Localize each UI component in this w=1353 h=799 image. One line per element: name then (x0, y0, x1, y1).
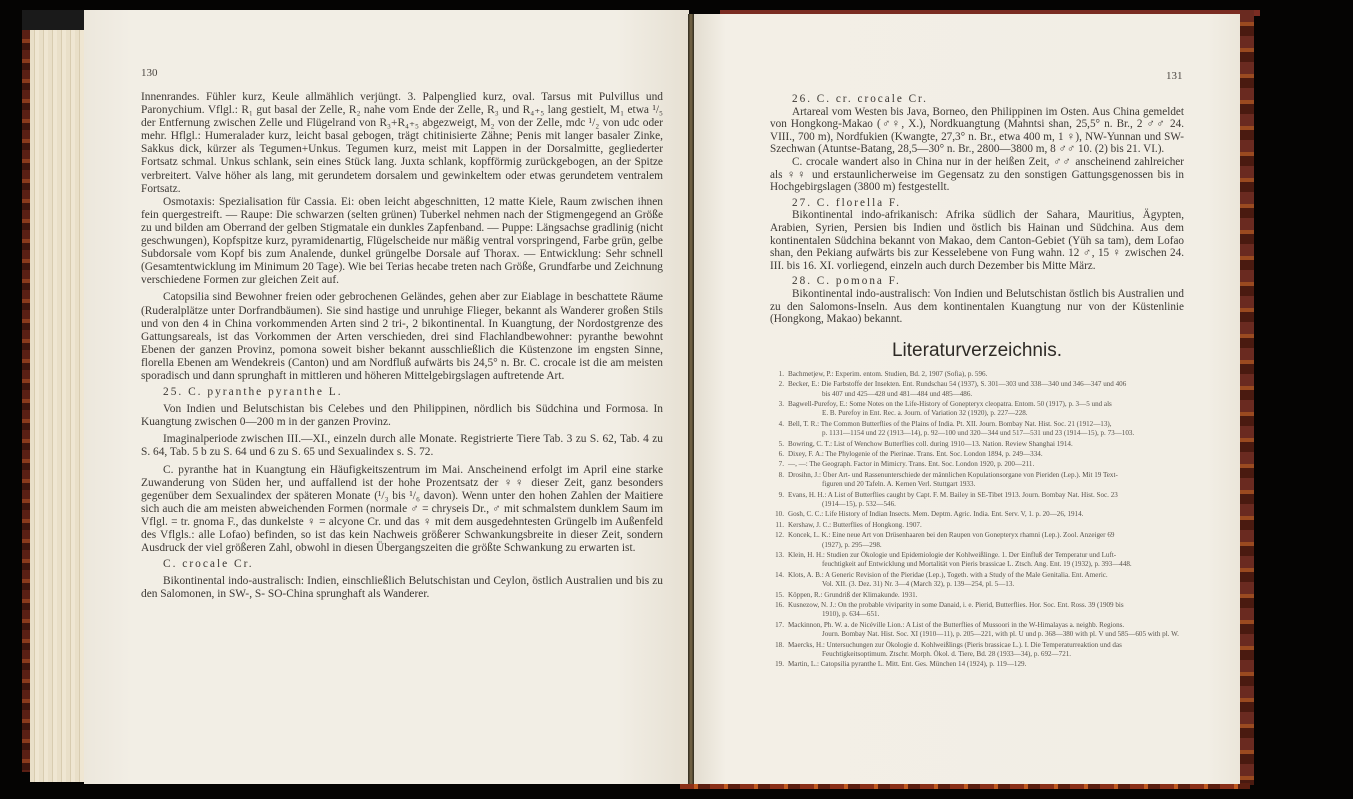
paragraph: Bikontinental indo-australisch: Von Indien und Belutschistan östlich bis Australien und zu den Salomons-Inseln. Aus dem kontinentalen Kuangtung nur von der Küstenlinie (Hongkong, Makao) bekannt. (770, 287, 1184, 326)
reference-first-line: Maercks, H.: Untersuchungen zur Ökologie d. Kohlweißlings (Pieris brassicae L.). I. Die Temperaturreaktion und das (788, 640, 1122, 649)
reference-first-line: Bell, T. R.: The Common Butterflies of the Plains of India. Pt. XII. Journ. Bombay Nat. Hist. Soc. 21 (1912—13), (788, 419, 1112, 428)
reference-number: 13. (775, 551, 784, 559)
reference-item (770, 551, 1184, 570)
reference-item (770, 591, 1184, 600)
reference-first-line: Kershaw, J. C.: Butterflies of Hongkong. 1907. (788, 520, 922, 529)
species-heading-26: 26. C. cr. crocale Cr. (792, 93, 928, 105)
reference-item (770, 571, 1184, 590)
reference-continuation: figuren und 20 Tafeln. A. Kernen Verl. Stuttgart 1933. (822, 480, 976, 489)
reference-first-line: Klein, H. H.: Studien zur Ökologie und Epidemiologie der Kohlweißlinge. 1. Der Einfluß der Temperatur und Luft- (788, 551, 1117, 559)
reference-first-line: Dixey, F. A.: The Phylogenie of the Pierinae. Trans. Ent. Soc. London 1894, p. 249—334. (788, 449, 1043, 458)
book-cover-top-left (22, 10, 84, 32)
reference-first-line: Bachmetjew, P.: Experim. entom. Studien, Bd. 2, 1907 (Sofia), p. 596. (788, 369, 988, 378)
species-heading-28: 28. C. pomona F. (792, 275, 901, 288)
reference-text (788, 471, 1184, 490)
paragraph: C. pyranthe hat in Kuangtung ein Häufigkeitszentrum im Mai. Anscheinend erfolgt im April eine starke Zuwanderung von Süden her, und auffallend ist der hohe Prozentsatz der ♀♀ dieser Zeit, ganz besonders gegenüber dem Sexualindex der späteren Monate (¹/₃ bis ¹/₆ davon). Wenn unter den hohen Zahlen der Maitiere sich auch die am meisten abweichenden Formen (normale ♂ = chryseis Dr., ♂ mit schmalstem dunklem Saum im Vflgl. = tr. gnoma F., das dunkelste ♀ = alcyone Cr. und das ♀ mit dem ausgedehntesten Grüngelb im Außenfeld des Vflgls.: alle Lofao) befinden, so ist das kein Nachweis größerer Schwankungsbreite in dieser Zeit, sondern Ausdruck der viel größeren Zahl, obwohl in diesen Übergangszeiten die größte Schwankung zu erwarten ist. (141, 463, 663, 555)
reference-first-line: Gosh, C. C.: Life History of Indian Insects. Mem. Deptm. Agric. India. Ent. Serv. V, 1. p. 20—26, 1914. (788, 510, 1084, 519)
paragraph-osmotaxis: Osmotaxis: Spezialisation für Cassia. Ei: oben leicht abgeschnitten, 12 matte Kiele, Raum zwischen ihnen fein quergestreift. — Raupe: Die schwarzen (selten grünen) Tuberkel nehmen nach der Stigmengegend an Größe zu und bilden am Oberrand der gelben Stigmatale ein dunkles Zapfenband. — Puppe: Längsachse gradlinig (nicht geschwungen), Kopfspitze kurz, pyramidenartig, Flügelscheide nur mäßig ventral vorspringend, Farbe grün, gelbe Subdorsale vom Kopf bis zum Analende, dunkel grüngelbe Dorsale auf Thorax. — Entwicklung: Sehr schnell (Gesamtentwicklung im Minimum 20 Tage). Wie bei Terias hecabe treten nach Größe, Grundfarbe und Zeichnung verschiedene Formen zur gleichen Zeit auf. (141, 195, 663, 287)
reference-continuation: feuchtigkeit auf Entwicklung und Mortalität von Pieris brassicae L. Ztsch. Ang. Ent. 19 (1932), p. 393—448. (822, 560, 1132, 569)
reference-text (788, 400, 1184, 419)
paragraph: Imaginalperiode zwischen III.—XI., einzeln durch alle Monate. Registrierte Tiere Tab. 3 zu S. 62, Tab. 4 zu S. 64, Tab. 5 b zu S. 64 und 6 zu S. 65 und Sexualindex s. S. 72. (141, 433, 663, 459)
reference-text (788, 621, 1184, 640)
paragraph: C. crocale wandert also in China nur in der heißen Zeit, ♂♂ anscheinend zahlreicher als ♀♀ und erstaunlicherweise im Gegensatz zu den sonstigen Gattungsgenossen bis in Hochgebirgslagen (3800 m) festgestellt. (770, 155, 1184, 194)
literature-heading: Literaturverzeichnis. (891, 339, 1063, 361)
reference-text (788, 440, 1184, 449)
reference-continuation: (1914—15), p. 532—546. (822, 499, 896, 508)
reference-text (788, 420, 1184, 439)
reference-continuation: 1910), p. 634—651. (822, 610, 880, 619)
reference-item (770, 440, 1184, 449)
paragraph: Artareal vom Westen bis Java, Borneo, den Philippinen im Osten. Aus China gemeldet von Hongkong-Makao (♂♀, X.), Nordkuangtung (Mahntsi shan, 25,5° n. Br., 2 ♂♂ 24. VIII., 700 m), Nordfukien (Kwangte, 27,3° n. Br., etwa 400 m, 1 ♀), NW-Yunnan und SW-Szechwan (Atuntse-Batang, 28,5—30° n. Br., 2800—3800 m, 8 ♂♂ 10. (2) bis 21. VI.). (770, 105, 1184, 156)
reference-continuation: bis 407 und 425—428 und 481—484 und 485—486. (822, 389, 973, 398)
reference-text (788, 521, 1184, 530)
page-number-right: 131 (1166, 70, 1183, 82)
reference-text (788, 551, 1184, 570)
right-page-flow (770, 90, 1184, 671)
reference-number: 5. (778, 439, 784, 448)
reference-number: 10. (775, 510, 784, 519)
reference-text (788, 591, 1184, 600)
reference-number: 18. (775, 640, 784, 649)
reference-item (770, 531, 1184, 550)
reference-item (770, 521, 1184, 530)
reference-item (770, 380, 1184, 399)
reference-number: 19. (775, 660, 784, 669)
paragraph: Bikontinental indo-afrikanisch: Afrika südlich der Sahara, Mauritius, Ägypten, Arabien, Syrien, Persien bis Indien und östlich bis Hainan und Südchina. Aus dem kontinentalen Südchina bekannt von Makao, dem Canton-Gebiet (Yüh sa tam), dem Lofao shan, den Pekiang aufwärts bis zur Kesselebene von Fung wahn. 12 ♂, 15 ♀ zwischen 24. III. bis 16. XI. vorliegend, einzeln auch durch Dezember bis Mitte März. (770, 209, 1184, 272)
right-page-text (770, 93, 1184, 326)
reference-number: 17. (775, 620, 784, 629)
reference-first-line: Mackinnon, Ph. W. a. de Nicéville Lion.: A List of the Butterflies of Mussoori in the W-Himalayas a. neighb. Regions. (788, 620, 1125, 629)
page-number-left: 130 (141, 67, 158, 79)
reference-first-line: Drosihn, J.: Über Art- und Rassenunterschiede der männlichen Kopulationsorgane von Pieriden (Lep.). Mit 19 Text- (788, 470, 1118, 479)
page-stack-edge (30, 30, 85, 782)
reference-item (770, 641, 1184, 660)
reference-continuation: p. 1131—1154 und 22 (1913—14), p. 92—100 und 320—344 und 517—531 und 23 (1914—15), p. 73—103. (822, 429, 1135, 438)
book-gutter (688, 14, 694, 784)
reference-first-line: Kusnezow, N. J.: On the probable viviparity in some Danaid, i. e. Pierid, Butterflies. Hor. Soc. Ent. Ross. 39 (1909 bis (788, 601, 1124, 610)
reference-number: 11. (775, 520, 784, 529)
reference-item (770, 420, 1184, 439)
reference-first-line: Koncek, L. K.: Eine neue Art von Drüsenhaaren bei den Raupen von Gonepteryx rhamni (Lep.). Zool. Anzeiger 69 (788, 531, 1115, 540)
reference-text (788, 531, 1184, 550)
reference-number: 14. (775, 570, 784, 579)
reference-number: 1. (778, 369, 784, 378)
species-heading-25: 25. C. pyranthe pyranthe L. (163, 386, 343, 399)
reference-first-line: —, —: The Geograph. Factor in Mimicry. Trans. Ent. Soc. London 1920, p. 200—211. (788, 460, 1035, 469)
reference-item (770, 601, 1184, 620)
reference-continuation: E. B. Purefoy in Ent. Rec. a. Journ. of Variation 32 (1920), p. 227—228. (822, 409, 1028, 418)
reference-number: 9. (778, 490, 784, 499)
reference-number: 8. (778, 470, 784, 479)
reference-first-line: Klots, A. B.: A Generic Revision of the Pieridae (Lep.), Togeth. with a Study of the Male Genitalia. Ent. Americ. (788, 570, 1108, 579)
reference-first-line: Köppen, R.: Grundriß der Klimakunde. 1931. (788, 590, 918, 599)
reference-text (788, 380, 1184, 399)
reference-number: 2. (778, 380, 784, 389)
reference-continuation: Feuchtigkeitsoptimum. Ztschr. Morph. Ökol. d. Tiere, Bd. 28 (1933—34), p. 692—721. (822, 650, 1072, 659)
reference-text (788, 460, 1184, 469)
reference-item (770, 460, 1184, 469)
left-page-text (141, 91, 663, 601)
reference-text (788, 601, 1184, 620)
reference-number: 12. (775, 531, 784, 540)
paragraph-catopsilia: Catopsilia sind Bewohner freien oder gebrochenen Geländes, gehen aber zur Eiablage in beschattete Räume (Ruderalplätze unter Dorfrandbäumen). Sie sind hastige und unruhige Flieger, bekannt als Wanderer großen Stils und von den 4 in China vorkommenden Arten sind 2 tri-, 2 bikontinental. In Kuangtung, der Nordostgrenze des Gattungsareals, ist das Vorkommen der Arten verschieden, drei sind Flachlandbewohner: pyranthe bewohnt Ebenen der ganzen Provinz, pomona soweit bisher bekannt ausschließlich die Küstenzone im engsten Sinne, florella Ebenen am Wendekreis (Canton) und am Nordfluß aufwärts bis 24,5° n. Br. C. crocale ist die am meisten sporadisch und dann sprunghaft in mittleren und höheren Mittelgebirgslagen auftretende Art. (141, 291, 663, 382)
reference-continuation: (1927), p. 295—298. (822, 540, 882, 549)
reference-item (770, 491, 1184, 510)
reference-continuation: Journ. Bombay Nat. Hist. Soc. XI (1910—11), p. 205—221, with pl. U und p. 368—380 with pl. V und 585—605 with pl. W. (822, 630, 1179, 639)
reference-text (788, 660, 1184, 669)
reference-text (788, 450, 1184, 459)
reference-text (788, 571, 1184, 590)
reference-item (770, 471, 1184, 490)
paragraph: Innenrandes. Fühler kurz, Keule allmählich verjüngt. 3. Palpenglied kurz, oval. Tarsus mit Pulvillus und Paronychium. Vflgl.: R₁ gut basal der Zelle, R₂ nahe vom Ende der Zelle, R₃ und R₄₊₅ lang gestielt, M₁ etwa ¹/₅ der Entfernung zwischen Zelle und Flügelrand von R₃+R₄₊₅ abgezweigt, M₂ von der Zelle, mdc ¹/₂ von udc oder mehr. Hflgl.: Humeralader kurz, leicht basal gebogen, trägt chitinisierte Zähne; Penis mit langer basaler Zinke, Sakkus dick, kürzer als Tegumen+Unkus. Tegumen kurz, meist mit Lappen in der Dorsalmitte, gegliederter Fortsatz schmal. Unkus schlank, sein eines Stück lang. Juxta schlank, kopfförmig zurückgebogen, an der Spitze verbreitert. Valve höher als lang, mit gerundetem dorsalem und gewinkeltem oder etwas gerundetem ventralem Fortsatz. (141, 91, 663, 195)
reference-text (788, 370, 1184, 379)
paragraph: Bikontinental indo-australisch: Indien, einschließlich Belutschistan und Ceylon, östlich Australien und bis zu den Salomonen, in SW-, S- SO-China sprunghaft als Wanderer. (141, 575, 663, 601)
reference-item (770, 621, 1184, 640)
reference-first-line: Becker, E.: Die Farbstoffe der Insekten. Ent. Rundschau 54 (1937), S. 301—303 und 338—340 und 346—347 und 406 (788, 380, 1127, 389)
reference-item (770, 510, 1184, 519)
reference-item (770, 370, 1184, 379)
reference-text (788, 641, 1184, 660)
reference-text (788, 491, 1184, 510)
reference-list (770, 370, 1184, 670)
reference-number: 3. (778, 399, 784, 408)
reference-number: 15. (775, 590, 784, 599)
reference-number: 6. (778, 449, 784, 458)
paragraph: Von Indien und Belutschistan bis Celebes und den Philippinen, nördlich bis Südchina und Formosa. In Kuangtung zwischen 0—200 m in der ganzen Provinz. (141, 403, 663, 429)
reference-number: 16. (775, 601, 784, 610)
reference-first-line: Bowring, C. T.: List of Wenchow Butterflies coll. during 1910—13. Nation. Review Shanghai 1914. (788, 439, 1073, 448)
book-cover-right-edge (1240, 10, 1254, 785)
species-heading-27: 27. C. florella F. (792, 196, 902, 209)
reference-continuation: Vol. XII. (3. Dez. 31) Nr. 3—4 (March 32), p. 139—254, pl. 5—13. (822, 580, 1015, 589)
reference-text (788, 510, 1184, 519)
reference-item (770, 660, 1184, 669)
reference-number: 7. (778, 460, 784, 469)
reference-first-line: Martin, L.: Catopsilia pyranthe L. Mitt. Ent. Ges. München 14 (1924), p. 119—129. (788, 660, 1027, 669)
reference-item (770, 400, 1184, 419)
reference-first-line: Bagwell-Purefoy, E.: Some Notes on the Life-History of Gonepteryx cleopatra. Entom. 50 (1917), p. 3—5 und als (788, 399, 1112, 408)
reference-first-line: Evans, H. H.: A List of Butterflies caught by Capt. F. M. Bailey in SE-Tibet 1913. Journ. Bombay Nat. Hist. Soc. 23 (788, 490, 1118, 499)
species-heading-crocale: C. crocale Cr. (163, 558, 254, 571)
reference-number: 4. (778, 419, 784, 428)
reference-item (770, 450, 1184, 459)
